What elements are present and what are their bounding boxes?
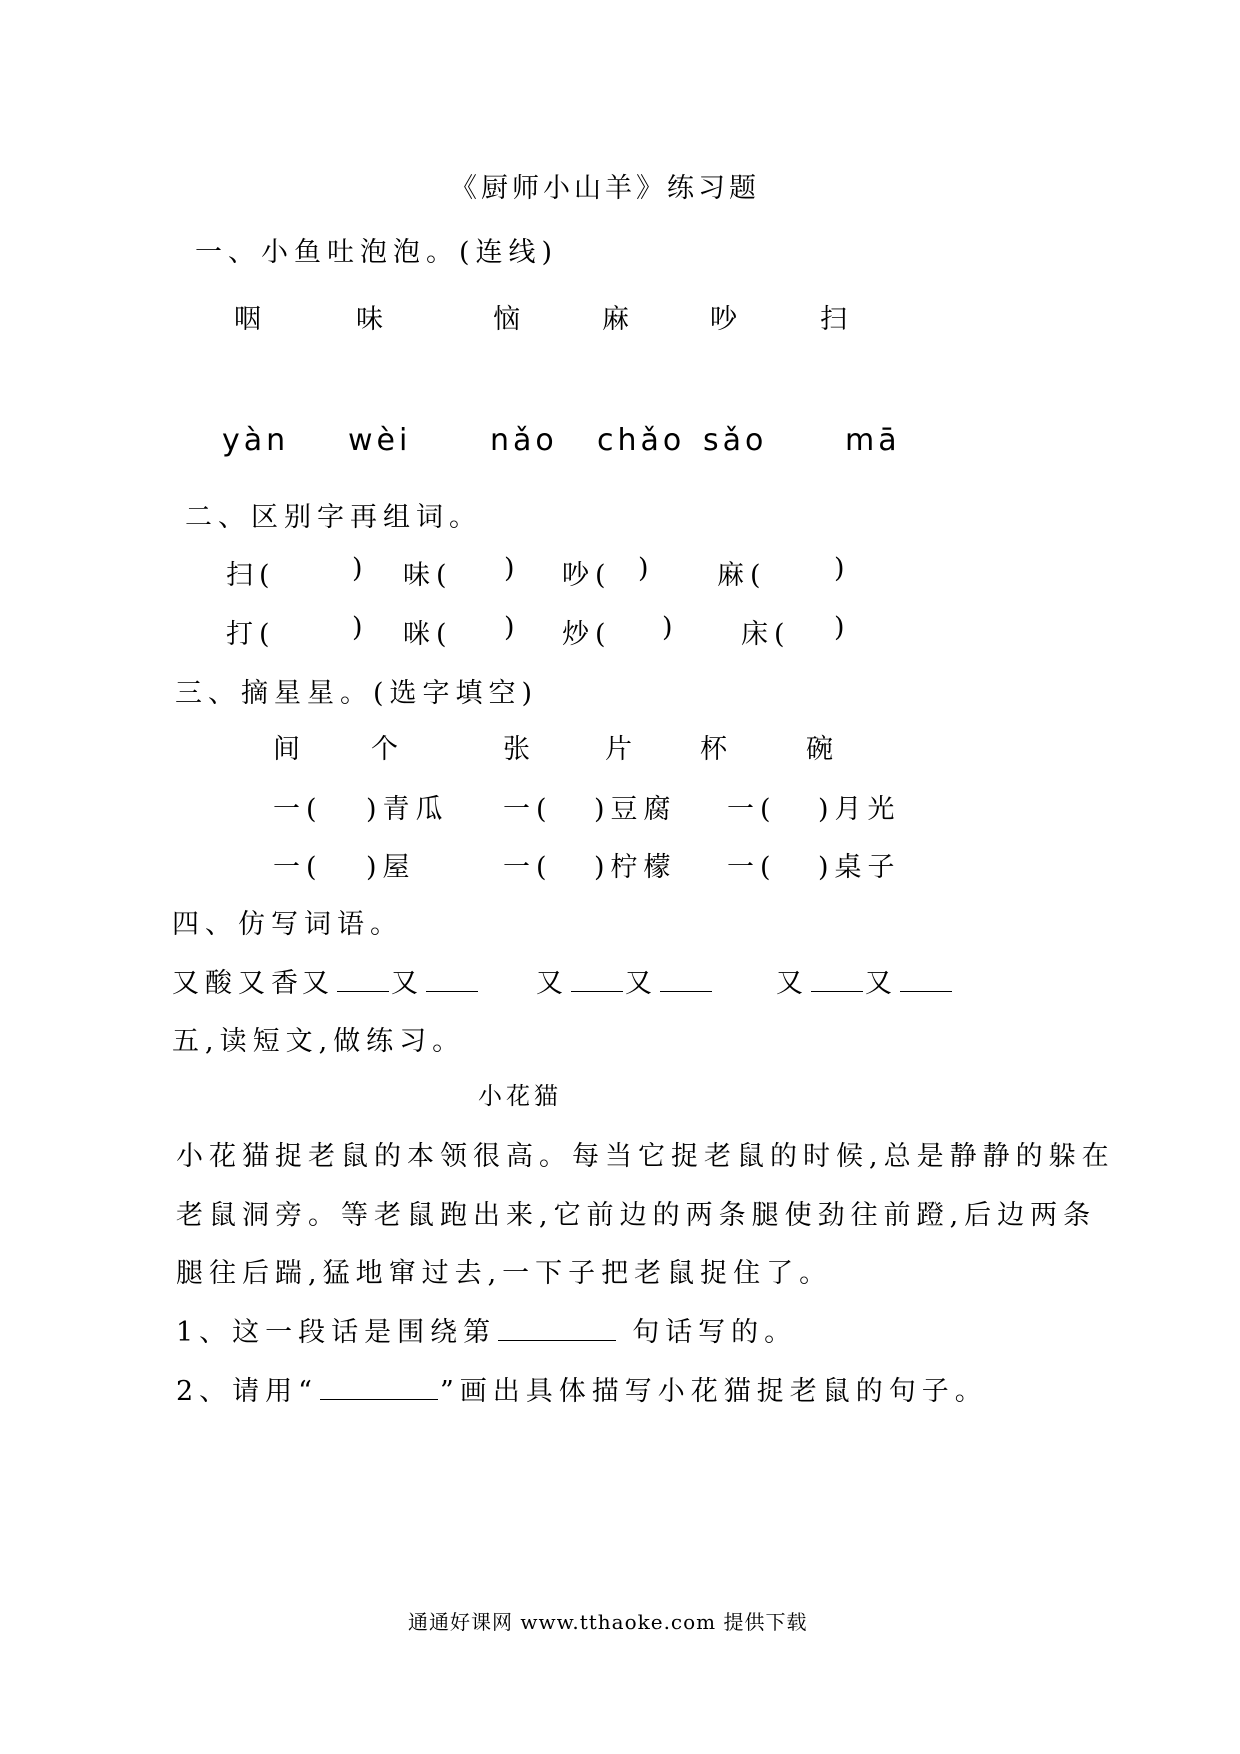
- pinyin-item: sǎo: [703, 423, 768, 458]
- example-word: 又酸又香: [172, 968, 304, 999]
- word-prefix: 吵(: [562, 560, 612, 591]
- question-1-prefix: 1、这一段话是围绕第: [176, 1317, 497, 1348]
- blank-line: [900, 967, 952, 992]
- you-char: 又: [391, 968, 424, 999]
- word-close: ): [504, 553, 521, 584]
- question-1: [176, 1310, 797, 1349]
- you-char: 又: [865, 968, 898, 999]
- fill-prefix: 一(: [273, 794, 323, 825]
- pinyin-item: chǎo: [597, 423, 686, 458]
- word-close: ): [352, 612, 369, 643]
- question-1-suffix: 句话写的。: [632, 1317, 798, 1348]
- pinyin-item: mā: [845, 423, 901, 458]
- option-item: 张: [503, 734, 536, 765]
- fill-prefix: 一(: [727, 794, 777, 825]
- page-title: 《厨师小山羊》练习题: [450, 173, 760, 204]
- option-item: 杯: [700, 734, 733, 765]
- pinyin-item: nǎo: [490, 423, 558, 458]
- blank-line: [660, 967, 712, 992]
- word-close: ): [504, 612, 521, 643]
- fill-prefix: 一(: [503, 852, 553, 883]
- word-close: ): [662, 612, 679, 643]
- you-char: 又: [536, 968, 569, 999]
- word-close: ): [638, 553, 655, 584]
- fill-prefix: 一(: [273, 852, 323, 883]
- section3-heading: 三、摘星星。(选字填空): [175, 678, 539, 709]
- answer-blank: [320, 1375, 438, 1400]
- section5-heading: 五,读短文,做练习。: [172, 1026, 466, 1057]
- question-2-suffix: ”画出具体描写小花猫捉老鼠的句子。: [439, 1376, 988, 1407]
- word-close: ): [834, 553, 851, 584]
- passage-title: 小花猫: [478, 1082, 562, 1110]
- option-item: 间: [273, 734, 306, 765]
- passage-line: 腿往后踹,猛地窜过去,一下子把老鼠捉住了。: [176, 1258, 833, 1289]
- fill-prefix: 一(: [503, 794, 553, 825]
- word-prefix: 咪(: [403, 619, 453, 650]
- word-prefix: 床(: [741, 619, 791, 650]
- you-char: 又: [302, 968, 335, 999]
- pattern-blank-2: [536, 961, 714, 1000]
- fill-prefix: 一(: [727, 852, 777, 883]
- word-prefix: 扫(: [226, 560, 276, 591]
- word-prefix: 炒(: [562, 619, 612, 650]
- fill-suffix: )豆腐: [594, 794, 677, 825]
- fill-suffix: )月光: [818, 794, 901, 825]
- word-close: ): [352, 553, 369, 584]
- you-char: 又: [776, 968, 809, 999]
- char-item: 味: [356, 304, 389, 335]
- blank-line: [571, 967, 623, 992]
- section2-heading: 二、区别字再组词。: [185, 502, 482, 533]
- word-prefix: 味(: [403, 560, 453, 591]
- question-2: [176, 1369, 988, 1408]
- section4-heading: 四、仿写词语。: [172, 909, 403, 940]
- fill-suffix: )柠檬: [594, 852, 677, 883]
- section1-heading: 一、小鱼吐泡泡。(连线): [195, 237, 559, 268]
- pattern-blank-3: [776, 961, 954, 1000]
- blank-line: [426, 967, 478, 992]
- passage-line: 小花猫捉老鼠的本领很高。每当它捉老鼠的时候,总是静静的躲在: [176, 1141, 1115, 1172]
- char-item: 恼: [493, 304, 526, 335]
- question-2-prefix: 2、请用“: [176, 1376, 318, 1407]
- fill-suffix: )桌子: [818, 852, 901, 883]
- word-close: ): [834, 612, 851, 643]
- char-item: 吵: [710, 304, 743, 335]
- pattern-blank-1: [302, 961, 480, 1000]
- word-prefix: 打(: [226, 619, 276, 650]
- footer-text: 通通好课网 www.tthaoke.com 提供下载: [408, 1610, 808, 1634]
- blank-line: [811, 967, 863, 992]
- pinyin-item: wèi: [348, 423, 412, 458]
- word-prefix: 麻(: [717, 560, 767, 591]
- char-item: 扫: [820, 304, 853, 335]
- blank-line: [337, 967, 389, 992]
- passage-line: 老鼠洞旁。等老鼠跑出来,它前边的两条腿使劲往前蹬,后边两条: [176, 1200, 1097, 1231]
- fill-suffix: )青瓜: [366, 794, 449, 825]
- you-char: 又: [625, 968, 658, 999]
- pinyin-item: yàn: [222, 423, 290, 458]
- option-item: 片: [605, 734, 638, 765]
- option-item: 个: [371, 734, 404, 765]
- fill-suffix: )屋: [366, 852, 416, 883]
- char-item: 咽: [234, 304, 267, 335]
- char-item: 麻: [602, 304, 635, 335]
- answer-blank: [498, 1316, 616, 1341]
- option-item: 碗: [806, 734, 839, 765]
